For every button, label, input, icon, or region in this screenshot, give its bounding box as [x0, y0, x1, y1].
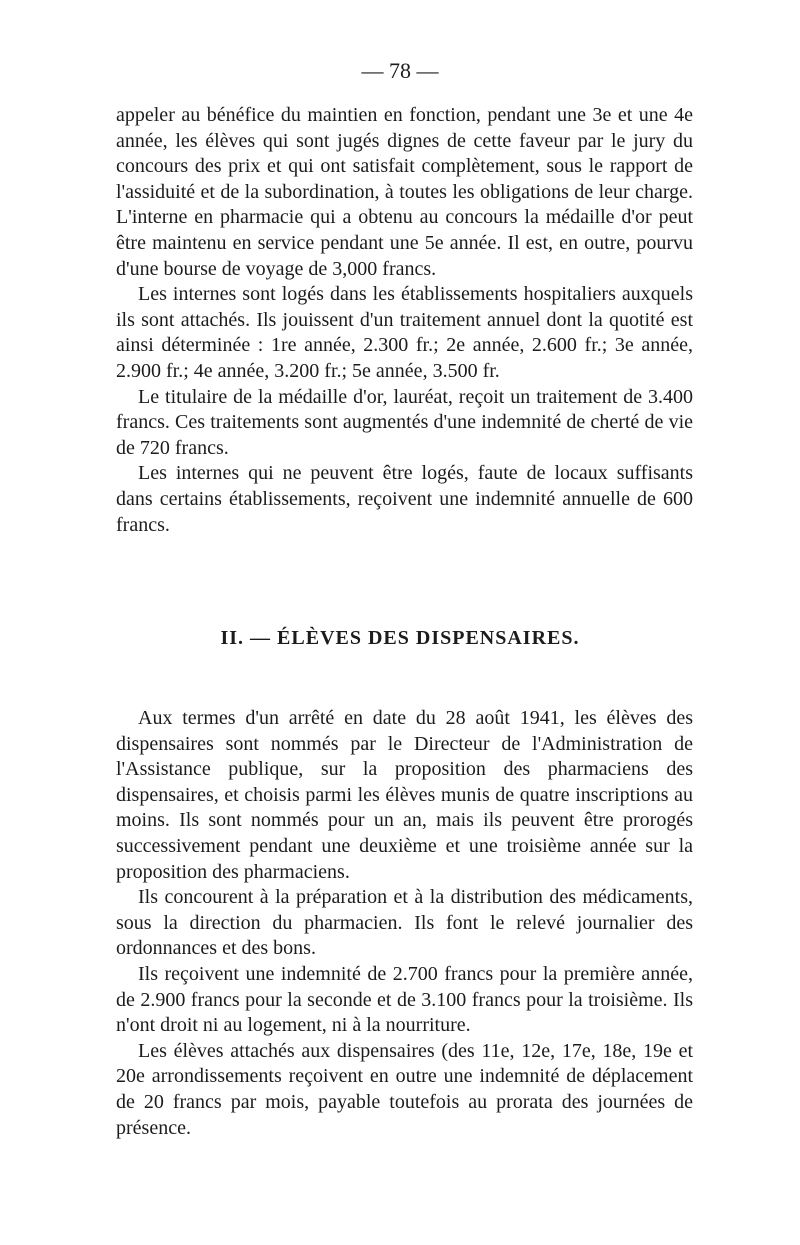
- paragraph: Aux termes d'un arrêté en date du 28 août 1941, les élèves des dispensaires sont nommés par le Directeur de l'Administration de l'Assistance publique, sur la proposition des pharmaciens des dispensaires, et choisis parmi les élèves munis de quatre inscriptions au moins. Ils sont nommés pour un an, mais ils peuvent être prorogés successivement pendant une deuxième et une troisième année sur la proposition des pharmaciens.: [116, 707, 693, 883]
- body-text-section-one: [116, 103, 693, 538]
- section-heading: II. — ÉLÈVES DES DISPENSAIRES.: [220, 627, 580, 649]
- paragraph: Les internes qui ne peuvent être logés, faute de locaux suffisants dans certains établissements, reçoivent une indemnité annuelle de 600 francs.: [116, 462, 693, 536]
- paragraph: Le titulaire de la médaille d'or, lauréat, reçoit un traitement de 3.400 francs. Ces traitements sont augmentés d'une indemnité de cherté de vie de 720 francs.: [116, 385, 693, 459]
- paragraph: Ils reçoivent une indemnité de 2.700 francs pour la première année, de 2.900 francs pour la seconde et de 3.100 francs pour la troisième. Ils n'ont droit ni au logement, ni à la nourriture.: [116, 962, 693, 1037]
- paragraph: Les internes sont logés dans les établissements hospitaliers auxquels ils sont attachés. Ils jouissent d'un traitement annuel dont la quotité est ainsi déterminée : 1re année, 2.300 fr.; 2e année, 2.600 fr.; 3e année, 2.900 fr.; 4e année, 3.200 fr.; 5e année, 3.500 fr.: [116, 283, 693, 382]
- page-number: — 78 —: [361, 58, 439, 83]
- body-text-section-two: [116, 706, 693, 1141]
- paragraph: Les élèves attachés aux dispensaires (des 11e, 12e, 17e, 18e, 19e et 20e arrondissements reçoivent en outre une indemnité de déplacement de 20 francs par mois, payable toutefois au prorata des journées de présence.: [116, 1039, 693, 1139]
- paragraph: appeler au bénéfice du maintien en fonction, pendant une 3e et une 4e année, les élèves qui sont jugés dignes de cette faveur par le jury du concours des prix et qui ont satisfait complètement, sous le rapport de l'assiduité et de la subordination, à toutes les obligations de leur charge. L'interne en pharmacie qui a obtenu au concours la médaille d'or peut être maintenu en service pendant une 5e année. Il est, en outre, pourvu d'une bourse de voyage de 3,000 francs.: [116, 104, 693, 280]
- paragraph: Ils concourent à la préparation et à la distribution des médicaments, sous la direction du pharmacien. Ils font le relevé journalier des ordonnances et des bons.: [116, 886, 693, 960]
